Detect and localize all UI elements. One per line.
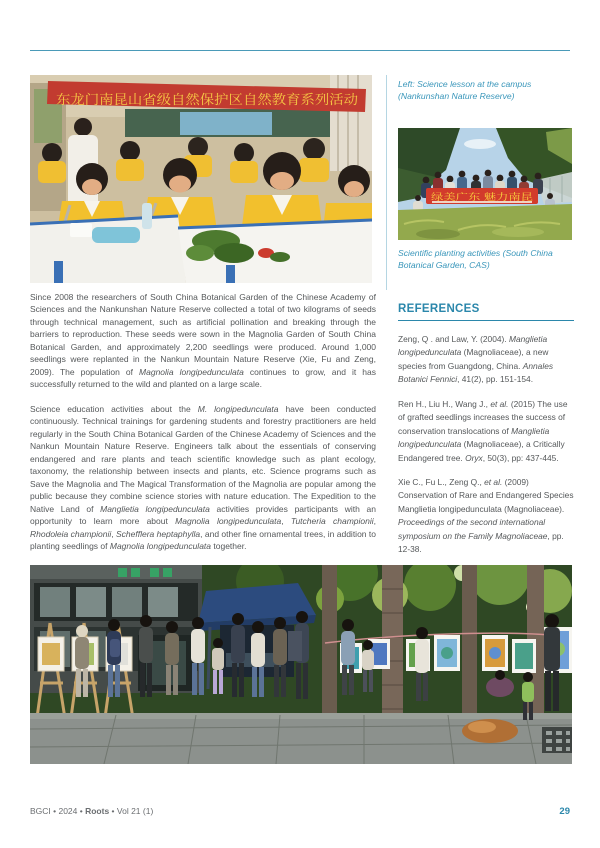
page-footer xyxy=(30,806,570,817)
reference-entry: Ren H., Liu H., Wang J., et al. (2015) The use of grafted seedlings increases the success of conservation translocations of Manglietia longipedunculata (Magnoliaceae), a Critically Endangered tree. Oryx, 50(3), pp: 437-445. xyxy=(398,398,568,463)
reference-entry: Zeng, Q . and Law, Y. (2004). Manglietia longipedunculata (Magnoliaceae), a new species from Guangdong, China. Annales Botanici Fennici, 41(2), pp. 151-154. xyxy=(398,334,554,385)
exhibition-photo xyxy=(30,565,572,764)
classroom-photo-art xyxy=(30,75,372,283)
group-photo xyxy=(398,128,572,240)
body-paragraph: Since 2008 the researchers of South China Botanical Garden of the Chinese Academy of Sciences and the Nankunshan Nature Reserve collected a total of two kilograms of seeds through technical management, such as artificial pollination and breaking through the barriers to reproduction. These seeds were sown in the Magnolia Garden of South China Botanical Garden, and approximately 2,200 seedlings were produced. Around 1,000 seedlings were replanted in the Nankun Mountain Nature Reserve (Xie, Fu and Zeng, 2009). The population of Magnolia longipedunculata continues to grow, and it has successfully returned to the wild and planted on a large scale. xyxy=(30,292,376,390)
body-paragraph: Science education activities about the M. longipedunculata have been conducted continuously. Technical trainings for gardening students and forestry practitioners are held regularly in the South China Botanical Garden of the Chinese Academy of Sciences and the Nankun Mountain Nature Reserve. Engineers talk about the essentials of conserving endangered and rare plants and teach scientific knowledge such as plant ecology, taxonomy, the relationship between insects and plants, etc. Science programs such as Save the Magnolia and The Magical Transformation of the Magnolia are popular among the public because they combine science stories with nature education. The Expedition to the Native Land of Manglietia longipedunculata activities provides participants with an opportunity to learn more about Magnolia longipedunculata, Tutcheria championii, Rhodoleia championii, Schefflera heptaphylla, and other fine ornamental trees, in addition to planting seedlings of Magnolia longipedunculata together. xyxy=(30,403,376,552)
references-heading: REFERENCES xyxy=(398,303,480,315)
column-divider xyxy=(386,75,387,290)
reference-entry: Xie C., Fu L., Zeng Q., et al. (2009) Conservation of Rare and Endangered Species Manglietia longipedunculata (Magnoliaceae). Proceedings of the second international symposium on the Family Magnoliaceae, pp. 12-38. xyxy=(398,476,574,555)
banner-text: 绿美广东 魅力南昆 xyxy=(431,192,506,202)
footer-citation: BGCI • 2024 • Roots • Vol 21 (1) xyxy=(30,806,154,816)
group-photo-art xyxy=(398,128,572,240)
banner-text: 东龙门南昆山省级自然保护区自然教育系列活动 xyxy=(56,92,358,107)
top-rule xyxy=(30,50,570,51)
references-rule xyxy=(398,320,574,321)
photo-caption-left: Left: Science lesson at the campus (Nankunshan Nature Reserve) xyxy=(398,79,532,102)
article-body xyxy=(30,291,376,565)
classroom-photo xyxy=(30,75,372,283)
photo-caption-side: Scientific planting activities (South China Botanical Garden, CAS) xyxy=(398,248,553,271)
references-section xyxy=(398,303,574,568)
exhibition-photo-art xyxy=(30,565,572,764)
page-number: 29 xyxy=(559,806,570,817)
